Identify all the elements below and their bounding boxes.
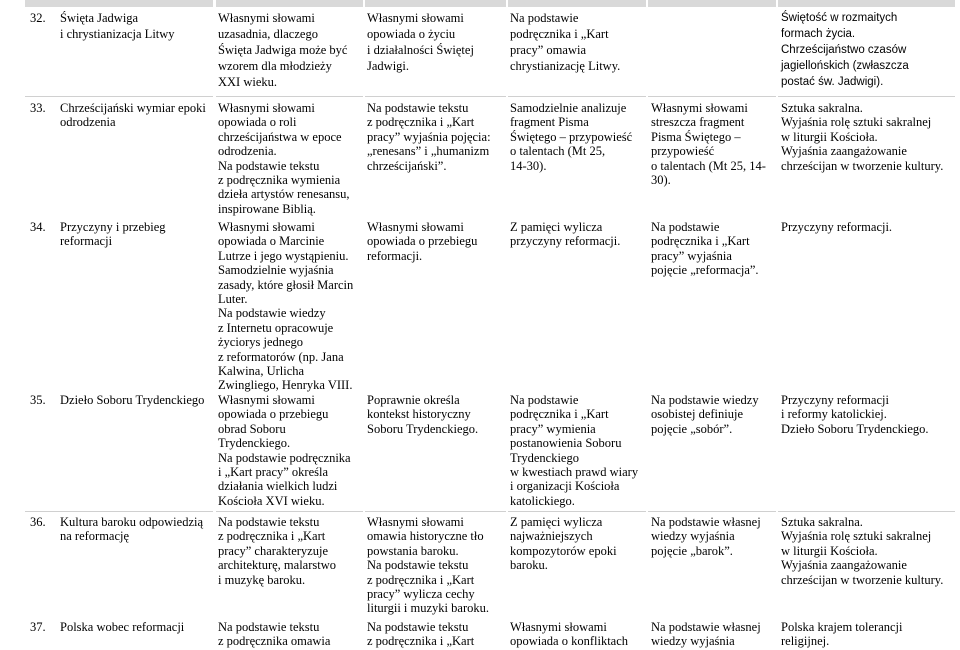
separator-segment: [25, 511, 213, 512]
table-cell: Przyczyny reformacji i reformy katolickiej. Dzieło Soboru Trydenckiego.: [781, 393, 929, 436]
shading-segment: [648, 0, 776, 7]
lesson-number: 34.: [30, 220, 46, 234]
table-cell: Własnymi słowami uzasadnia, dlaczego Święta Jadwiga może być wzorem dla młodzieży XXI wieku.: [218, 11, 348, 89]
lesson-number: 36.: [30, 515, 46, 529]
table-cell: Na podstawie podręcznika i „Kart pracy” wyjaśnia pojęcie „reformacja”.: [651, 220, 759, 278]
table-cell: Sztuka sakralna. Wyjaśnia rolę sztuki sakralnej w liturgii Kościoła. Wyjaśnia zaangażowanie chrześcijan w tworzenie kultury.: [781, 101, 944, 173]
table-cell: Na podstawie tekstu z podręcznika omawia: [218, 620, 331, 649]
separator-segment: [25, 96, 213, 97]
separator-segment: [508, 96, 646, 97]
table-cell: Własnymi słowami opowiada o życiu i działalności Świętej Jadwigi.: [367, 11, 474, 73]
table-cell: Własnymi słowami opowiada o konfliktach: [510, 620, 629, 649]
lesson-number: 35.: [30, 393, 46, 407]
shading-segment: [778, 0, 955, 7]
separator-segment: [508, 511, 646, 512]
separator-segment: [365, 96, 506, 97]
table-row: [0, 393, 960, 508]
table-cell: Własnymi słowami omawia historyczne tło powstania baroku. Na podstawie tekstu z podręcznika i „Kart pracy” wylicza cechy liturgii i muzyki baroku.: [367, 515, 489, 616]
separator-segment: [648, 511, 776, 512]
table-cell: Na podstawie tekstu z podręcznika i „Kart pracy” wyjaśnia pojęcia: „renesans” i „humanizm chrześcijański”.: [367, 101, 491, 173]
table-cell: Poprawnie określa kontekst historyczny Soboru Trydenckiego.: [367, 393, 479, 436]
table-cell: Własnymi słowami streszcza fragment Pisma Świętego – przypowieść o talentach (Mt 25, 14- 30).: [651, 101, 766, 188]
separator-segment: [648, 96, 776, 97]
lesson-number: 32.: [30, 11, 46, 25]
shading-segment: [25, 0, 213, 7]
shading-segment: [365, 0, 506, 7]
separator-segment: [778, 511, 955, 512]
table-row: [0, 101, 960, 216]
table-cell: Własnymi słowami opowiada o przebiegu obrad Soboru Trydenckiego. Na podstawie podręcznika i „Kart pracy” określa działania wielkich ludzi Kościoła XVI wieku.: [218, 393, 351, 508]
table-row: [0, 620, 960, 649]
shading-segment: [216, 0, 363, 7]
shading-segment: [508, 0, 646, 7]
table-cell: Samodzielnie analizuje fragment Pisma Świętego – przypowieść o talentach (Mt 25, 14-30).: [510, 101, 633, 173]
table-cell: Przyczyny reformacji.: [781, 220, 893, 234]
table-cell: Na podstawie własnej wiedzy wyjaśnia pojęcie „barok”.: [651, 515, 761, 558]
table-row: [0, 220, 960, 393]
lesson-topic: Święta Jadwiga i chrystianizacja Litwy: [60, 11, 175, 41]
table-cell: Sztuka sakralna. Wyjaśnia rolę sztuki sakralnej w liturgii Kościoła. Wyjaśnia zaangażowanie chrześcijan w tworzenie kultury.: [781, 515, 944, 587]
table-cell: Z pamięci wylicza przyczyny reformacji.: [510, 220, 621, 249]
separator-segment: [216, 511, 363, 512]
table-cell: Własnymi słowami opowiada o roli chrześcijaństwa w epoce odrodzenia. Na podstawie tekstu z podręcznika wymienia dzieła artystów renesansu, inspirowane Biblią.: [218, 101, 350, 216]
lesson-topic: Kultura baroku odpowiedzią na reformację: [60, 515, 204, 544]
lesson-number: 37.: [30, 620, 46, 634]
lesson-topic: Przyczyny i przebieg reformacji: [60, 220, 166, 249]
separator-segment: [365, 511, 506, 512]
table-cell: Własnymi słowami opowiada o przebiegu reformacji.: [367, 220, 478, 263]
table-cell: Na podstawie wiedzy osobistej definiuje pojęcie „sobór”.: [651, 393, 759, 436]
table-cell: Na podstawie podręcznika i „Kart pracy” omawia chrystianizację Litwy.: [510, 11, 621, 73]
table-cell: Na podstawie podręcznika i „Kart pracy” wymienia postanowienia Soboru Trydenckiego w kwestiach prawd wiary i organizacji Kościoła katolickiego.: [510, 393, 639, 508]
lesson-topic: Chrześcijański wymiar epoki odrodzenia: [60, 101, 206, 130]
table-cell: Polska krajem tolerancji religijnej.: [781, 620, 903, 649]
lesson-topic: Dzieło Soboru Trydenckiego: [60, 393, 205, 407]
table-row: [0, 515, 960, 616]
table-cell: Na podstawie tekstu z podręcznika i „Kart pracy” charakteryzuje architekturę, malarstwo i muzykę baroku.: [218, 515, 337, 587]
table-cell: Z pamięci wylicza najważniejszych kompozytorów epoki baroku.: [510, 515, 617, 573]
table-cell: Na podstawie tekstu z podręcznika i „Kart: [367, 620, 475, 649]
separator-segment: [216, 96, 363, 97]
table-cell: Własnymi słowami opowiada o Marcinie Lutrze i jego wystąpieniu. Samodzielnie wyjaśnia zasady, które głosił Marcin Luter. Na podstawie wiedzy z Internetu opracowuje życiorys jednego z reformatorów (np. Jana Kalwina, Urlicha Zwingliego, Henryka VIII.: [218, 220, 354, 393]
table-cell: Na podstawie własnej wiedzy wyjaśnia: [651, 620, 761, 649]
table-row: [0, 10, 960, 89]
lesson-number: 33.: [30, 101, 46, 115]
separator-segment: [778, 96, 955, 97]
table-cell: Świętość w rozmaitych formach życia. Chrześcijaństwo czasów jagiellońskich (zwłaszcza postać św. Jadwigi).: [781, 12, 909, 88]
lesson-topic: Polska wobec reformacji: [60, 620, 185, 634]
